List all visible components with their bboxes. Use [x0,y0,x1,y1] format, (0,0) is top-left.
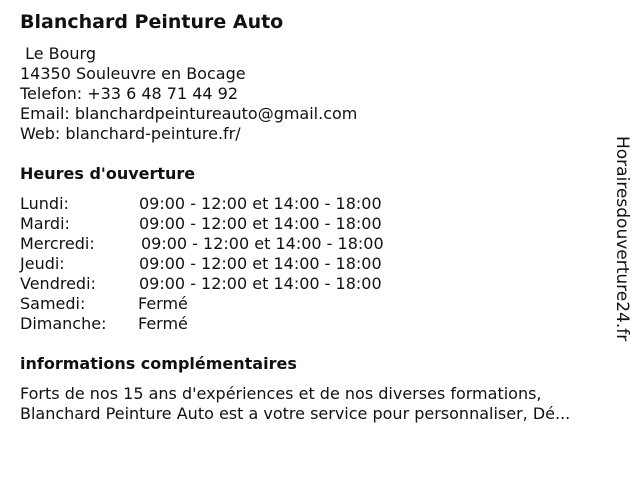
hours-row-tuesday [20,214,440,234]
site-watermark: Horairesdouverture24.fr [612,136,632,342]
phone-line[interactable]: Telefon: +33 6 48 71 44 92 [20,84,239,103]
day-label: Lundi: [20,194,69,213]
web-line[interactable]: Web: blanchard-peinture.fr/ [20,124,241,143]
day-hours: 09:00 - 12:00 et 14:00 - 18:00 [139,194,382,213]
address-city: 14350 Souleuvre en Bocage [20,64,246,83]
hours-row-friday [20,274,440,294]
day-label: Jeudi: [20,254,65,273]
additional-info-text [20,384,620,424]
day-hours: 09:00 - 12:00 et 14:00 - 18:00 [139,274,382,293]
day-hours: 09:00 - 12:00 et 14:00 - 18:00 [139,214,382,233]
day-label: Mercredi: [20,234,95,253]
info-line-1: Forts de nos 15 ans d'expériences et de nos diverses formations, [20,384,542,403]
additional-info-heading: informations complémentaires [20,354,297,373]
day-hours: 09:00 - 12:00 et 14:00 - 18:00 [141,234,384,253]
day-hours: 09:00 - 12:00 et 14:00 - 18:00 [139,254,382,273]
day-label: Dimanche: [20,314,107,333]
day-hours: Fermé [138,294,188,313]
day-label: Samedi: [20,294,86,313]
hours-row-saturday [20,294,440,314]
email-line[interactable]: Email: blanchardpeintureauto@gmail.com [20,104,358,123]
day-hours: Fermé [138,314,188,333]
info-line-2: Blanchard Peinture Auto est a votre service pour personnaliser, Dé... [20,404,571,423]
business-name: Blanchard Peinture Auto [20,11,284,33]
opening-hours-heading: Heures d'ouverture [20,164,196,183]
address-street: Le Bourg [20,44,97,63]
hours-row-wednesday [20,234,440,254]
hours-row-monday [20,194,440,214]
contact-block [20,44,357,144]
hours-row-thursday [20,254,440,274]
day-label: Vendredi: [20,274,96,293]
day-label: Mardi: [20,214,70,233]
opening-hours-table [20,194,440,334]
hours-row-sunday [20,314,440,334]
